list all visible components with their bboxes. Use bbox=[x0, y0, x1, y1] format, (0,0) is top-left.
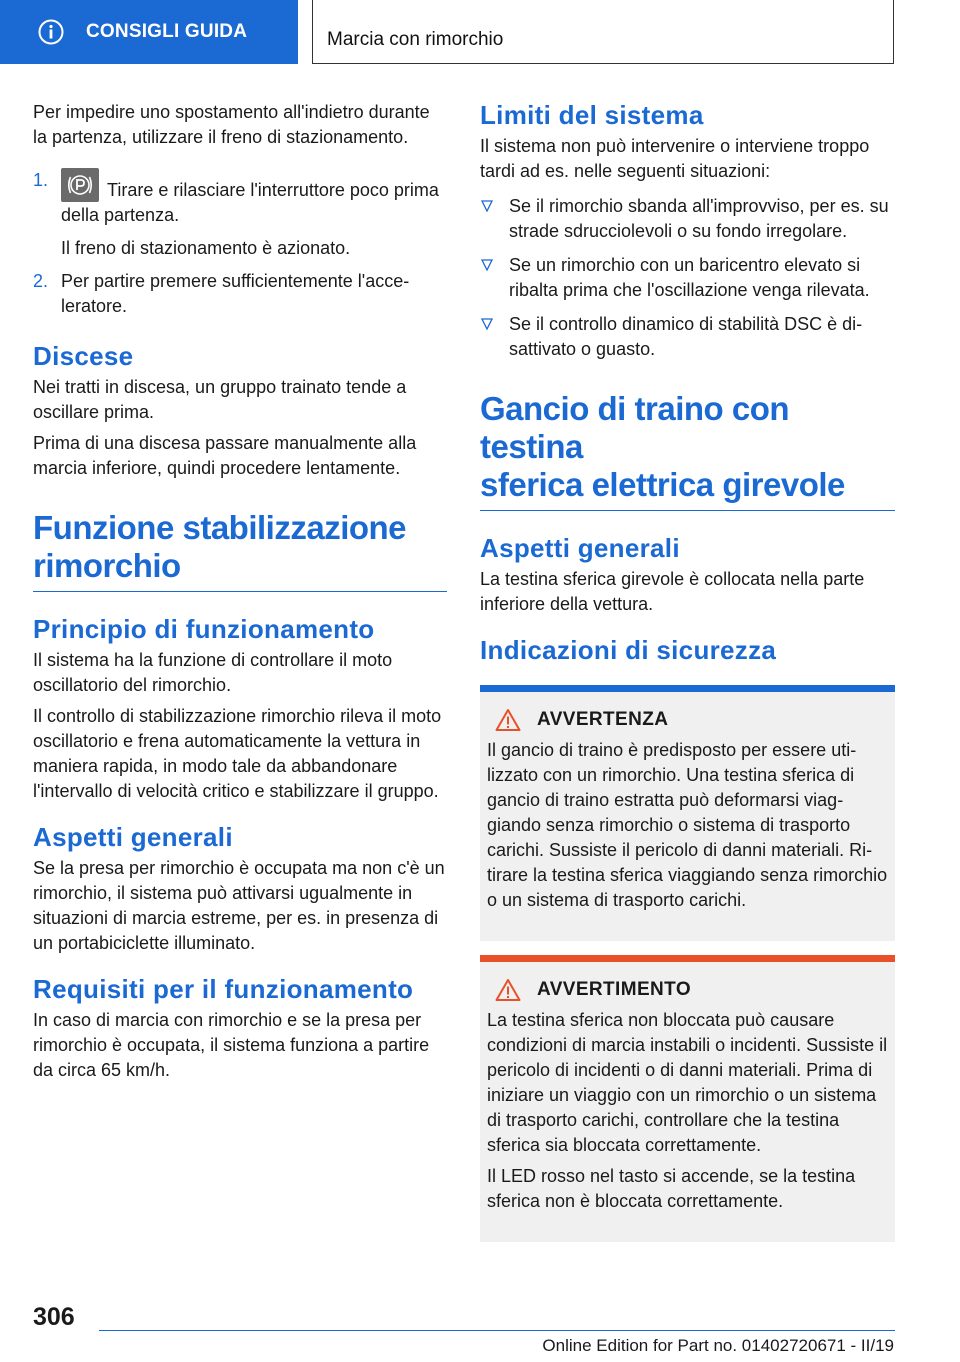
page-title: Marcia con rimorchio bbox=[327, 29, 504, 50]
left-column bbox=[33, 100, 447, 1089]
right-column bbox=[480, 100, 895, 1242]
heading-principio: Principio di funzionamento bbox=[33, 614, 375, 644]
aspetti-paragraph: La testina sferica girevole è collocata nella parte inferiore della vettura. bbox=[480, 569, 865, 614]
heading-line: sferica elettrica girevole bbox=[480, 466, 845, 503]
caution-header bbox=[487, 978, 889, 1002]
warning-title: AVVERTENZA bbox=[537, 709, 669, 730]
warning-box bbox=[480, 685, 895, 941]
info-icon bbox=[38, 19, 64, 45]
aspetti-paragraph: Se la presa per rimorchio è occupata ma non c'è un rimorchio, il sistema può attivarsi ugualmente in situazioni di marcia estreme, per es. in presenza di un portabiciclette illuminato. bbox=[33, 858, 445, 953]
intro-paragraph: Per impedire uno spostamento all'indietro durante la partenza, utilizzare il freno di stazionamento. bbox=[33, 102, 430, 147]
footer-divider bbox=[99, 1330, 895, 1331]
heading-sicurezza: Indicazioni di sicurezza bbox=[480, 635, 777, 665]
step-item bbox=[33, 269, 447, 319]
heading-limiti: Limiti del sistema bbox=[480, 100, 704, 130]
heading-line: rimorchio bbox=[33, 547, 181, 584]
triangle-bullet-icon bbox=[481, 200, 493, 212]
page-number: 306 bbox=[33, 1303, 75, 1331]
step-result: Il freno di stazionamento è azionato. bbox=[61, 238, 351, 258]
list-item bbox=[480, 194, 895, 244]
heading-requisiti: Requisiti per il funzionamento bbox=[33, 974, 414, 1004]
list-item-text: Se il controllo dinamico di stabilità DSC è disattivato o guasto. bbox=[509, 314, 863, 359]
step-item bbox=[33, 168, 447, 261]
list-item-text: Se un rimorchio con un baricentro elevato si ribalta prima che l'oscillazione venga rilevata. bbox=[509, 255, 870, 300]
discese-paragraph-2: Prima di una discesa passare manualmente alla marcia inferiore, quindi procedere lentamente. bbox=[33, 433, 417, 478]
heading-line: Gancio di traino con testina bbox=[480, 390, 790, 465]
list-item-text: Se il rimorchio sbanda all'improvviso, per es. su strade sdrucciolevoli o su fondo irregolare. bbox=[509, 196, 889, 241]
principio-paragraph-1: Il sistema ha la funzione di controllare il moto oscillatorio del rimorchio. bbox=[33, 650, 393, 695]
limiti-intro: Il sistema non può intervenire o interviene troppo tardi ad es. nelle seguenti situazioni: bbox=[480, 136, 870, 181]
heading-gancio-di-traino bbox=[480, 390, 895, 511]
heading-aspetti-generali: Aspetti generali bbox=[33, 822, 233, 852]
heading-discese: Discese bbox=[33, 341, 134, 371]
warning-text: Il gancio di traino è predisposto per essere utilizzato con un rimorchio. Una testina sferica di gancio di traino estratta può deformarsi viaggiando senza rimorchio o sistema di trasporto carichi. Sussiste il pericolo di danni materiali. Ritirare la testina sferica viaggiando senza rimorchio o un sistema di trasporto carichi. bbox=[487, 740, 888, 910]
header-title-box bbox=[312, 0, 894, 64]
heading-line: Funzione stabilizzazione bbox=[33, 509, 407, 546]
step-number: 2. bbox=[33, 271, 49, 291]
step-number: 1. bbox=[33, 170, 49, 190]
limiti-list bbox=[480, 194, 895, 362]
warning-header bbox=[487, 708, 889, 732]
section-label: CONSIGLI GUIDA bbox=[86, 21, 248, 42]
principio-paragraph-2: Il controllo di stabilizzazione rimorchio rileva il moto oscillatorio e frena automaticamente la vettura in maniera rapida, in modo tale da abbandonare l'intervallo di velocità critico e stabilizzare il gruppo. bbox=[33, 706, 442, 801]
caution-text-1: La testina sferica non bloccata può causare condizioni di marcia instabili o incidenti. Sussiste il pericolo di incidenti o di danni materiali. Prima di iniziare un viaggio con un rimorchio o un sistema di trasporto carichi, controllare che la testina sferica sia bloccata correttamente. bbox=[487, 1010, 888, 1155]
list-item bbox=[480, 312, 895, 362]
warning-triangle-icon bbox=[495, 708, 521, 732]
step-list bbox=[33, 168, 447, 319]
step-text: Per partire premere sufficientemente l'acceleratore. bbox=[61, 271, 410, 316]
discese-paragraph-1: Nei tratti in discesa, un gruppo trainato tende a oscillare prima. bbox=[33, 377, 407, 422]
requisiti-paragraph: In caso di marcia con rimorchio e se la presa per rimorchio è occupata, il sistema funziona a partire da circa 65 km/h. bbox=[33, 1010, 430, 1080]
list-item bbox=[480, 253, 895, 303]
caution-title: AVVERTIMENTO bbox=[537, 979, 691, 1000]
step-text: Tirare e rilasciare l'interruttore poco prima della partenza. bbox=[61, 180, 439, 225]
caution-box bbox=[480, 955, 895, 1242]
triangle-bullet-icon bbox=[481, 318, 493, 330]
parking-brake-icon bbox=[61, 168, 99, 202]
edition-info: Online Edition for Part no. 01402720671 - II/19 bbox=[542, 1336, 894, 1355]
section-tab bbox=[0, 0, 298, 64]
heading-funzione-stabilizzazione bbox=[33, 509, 447, 592]
caution-text-2: Il LED rosso nel tasto si accende, se la testina sferica non è bloccata correttamente. bbox=[487, 1166, 856, 1211]
triangle-bullet-icon bbox=[481, 259, 493, 271]
warning-triangle-icon bbox=[495, 978, 521, 1002]
heading-aspetti-generali: Aspetti generali bbox=[480, 533, 680, 563]
